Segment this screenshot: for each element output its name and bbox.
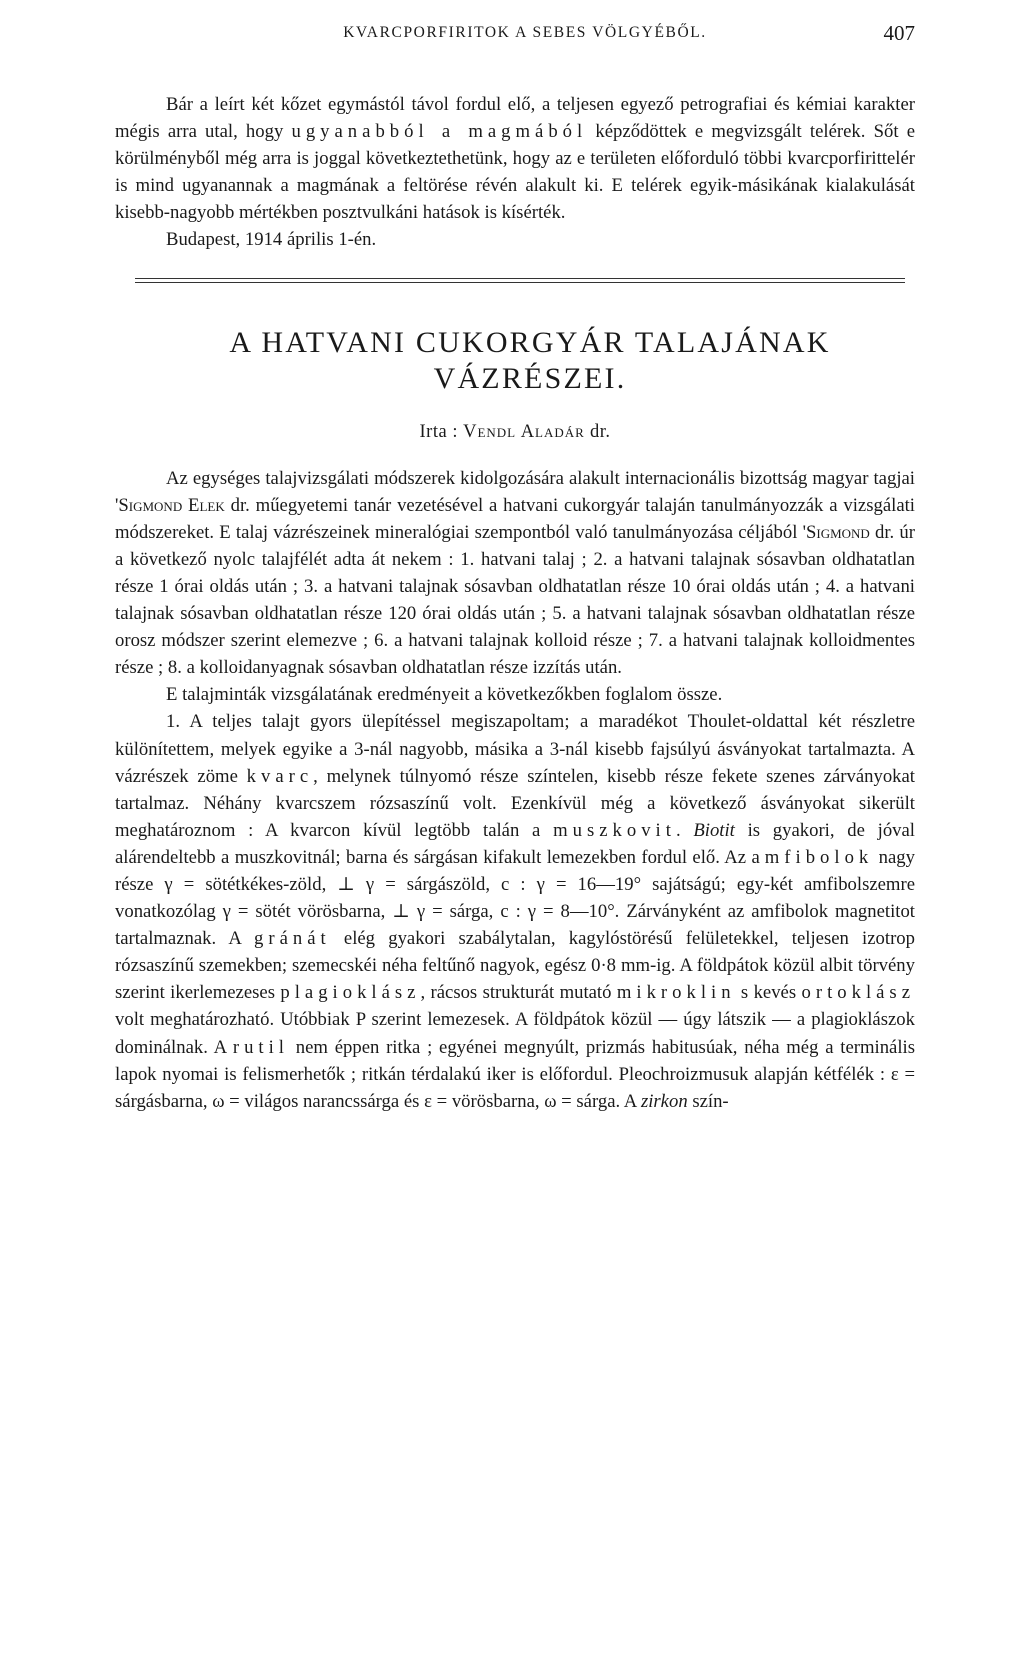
article-title: A HATVANI CUKORGYÁR TALAJÁNAK VÁZRÉSZEI. (229, 325, 831, 395)
running-head-title: KVARCPORFIRITOK A SEBES VÖLGYÉBŐL. (343, 24, 707, 41)
text-run: is gyakori, de jóval alárendeltebb a muszkovitnál; barna és sárgásan kifakult lemezekben fordul elő. Az (115, 819, 915, 868)
person-name: 'Sigmond Elek (115, 494, 225, 516)
mineral-name: rutil (232, 1036, 290, 1058)
mineral-name: amfibolok (751, 846, 874, 868)
text-run: , rácsos strukturát mutató (420, 982, 617, 1004)
running-head (115, 18, 915, 48)
mineral-name-italic: zirkon (640, 1090, 688, 1112)
byline (115, 419, 915, 445)
paragraph: E talajminták vizsgálatának eredményeit a következőkben foglalom össze. (166, 684, 723, 706)
paragraph (115, 91, 915, 226)
byline-prefix: Irta : (419, 421, 464, 442)
byline-suffix: dr. (584, 421, 611, 442)
text-run: dr. műegyetemi tanár vezetésével a hatvani cukorgyár talaján tanulmányozzák a vizsgálati módszereket. E talaj vázrészeinek mineralógiai szempontból való tanulmányozása céljából (115, 494, 916, 543)
author-name: Vendl Aladár (463, 421, 585, 442)
document-page (115, 18, 915, 1115)
text-run: nagy része γ = sötétkékes-zöld, ⊥ γ = sárgászöld, c : γ = 16—19° sajátságú; egy-két amfibolszemre vonatkozólag γ = sötét vörösbarna, ⊥ γ = sárga, c : γ = 8—10°. Zárványként az amfibolok magnetitot tartalmaznak. A (115, 846, 915, 950)
dateline: Budapest, 1914 április 1-én. (166, 229, 377, 251)
mineral-name: kvarc (246, 765, 314, 787)
text-run: szín- (687, 1090, 729, 1112)
mineral-name: ortoklász (801, 982, 915, 1004)
divider-rule-bottom (135, 282, 905, 283)
person-name: 'Sigmond (802, 521, 870, 543)
text-run: Az egységes talajvizsgálati módszerek kidolgozására alakult internacionális bizottság magyar tagjai (166, 467, 915, 489)
section-divider (135, 278, 905, 283)
page-number: 407 (883, 21, 915, 45)
paragraph (115, 708, 915, 1114)
text-run: , melynek túlnyomó része színtelen, kisebb része fekete szenes zárványokat tartalmaz. Néhány kvarcszem rózsaszínű volt. Ezenkívül még a következő ásványokat sikerült meghatároznom : A kvarcon kívül legtöbb talán a (115, 765, 915, 841)
mineral-name-italic: Biotit (693, 819, 735, 841)
text-run: volt meghatározható. Utóbbiak P szerint lemezesek. A földpátok közül — úgy látszik — a plagioklászok dominálnak. A (115, 1009, 915, 1058)
mineral-name: gránát (254, 928, 331, 950)
text-run: s kevés (735, 982, 802, 1004)
text-run: Bár a leírt két kőzet egymástól távol fordul elő, a teljesen egyező petrografiai és kémiai karakter mégis arra utal, hogy (115, 94, 915, 143)
previous-article-ending (115, 91, 915, 254)
text-run: . (675, 819, 694, 841)
paragraph (115, 465, 915, 682)
divider-rule-top (135, 278, 905, 279)
article-body (115, 465, 915, 1115)
text-run: dr. úr a következő nyolc talajfélét adta át nekem : 1. hatvani talaj ; 2. a hatvani talajnak sósavban oldhatatlan része 1 órai oldás után ; 3. a hatvani talajnak sósavban oldhatatlan része 10 órai oldás után ; 4. a hatvani talajnak sósavban oldhatatlan része 120 órai oldás után ; 5. a hatvani talajnak sósavban oldhatatlan része orosz módszer szerint elemezve ; 6. a hatvani talajnak kolloid része ; 7. a hatvani talajnak kolloidmentes része ; 8. a kolloidanyagnak sósavban oldhatatlan része izzítás után. (115, 521, 915, 679)
mineral-name: muszkovit (553, 819, 676, 841)
text-run: nem éppen ritka ; egyénei megnyúlt, prizmás habitusúak, néha még a terminális lapok nyomai is felismerhetők ; ritkán térdalakú iker is előfordul. Pleochroizmusuk alapján kétfélék : ε = sárgásbarna, ω = világos narancssárga és ε = vörösbarna, ω = sárga. A (115, 1036, 915, 1112)
text-run: elég gyakori szabálytalan, kagylóstörésű felületekkel, teljesen izotrop rózsaszínű szemekben; szemecskéi néha feltűnő nagyok, egész 0·8 mm-ig. A földpátok közül albit törvény szerint ikerlemezeses (115, 928, 915, 1004)
mineral-name: plagioklász (280, 982, 421, 1004)
mineral-name: mikroklin (616, 982, 736, 1004)
emphasis-spaced: ugyanabból a magmából (291, 121, 588, 143)
text-run: képződöttek e megvizsgált telérek. Sőt e körülményből még arra is joggal következtethetünk, hogy az e területen előforduló többi kvarcporfirittelér is mind ugyanannak a magmának a feltörése révén alakult ki. E telérek egyik-másikának kialakulását kisebb-nagyobb mértékben posztvulkáni hatások is kísérték. (115, 121, 915, 224)
text-run: 1. A teljes talajt gyors ülepítéssel megiszapoltam; a maradékot Thoulet-oldattal két részletre különítettem, melyek egyike a 3-nál nagyobb, másika a 3-nál kisebb fajsúlyú ásványokat tartalmazta. A vázrészek zöme (115, 711, 915, 787)
